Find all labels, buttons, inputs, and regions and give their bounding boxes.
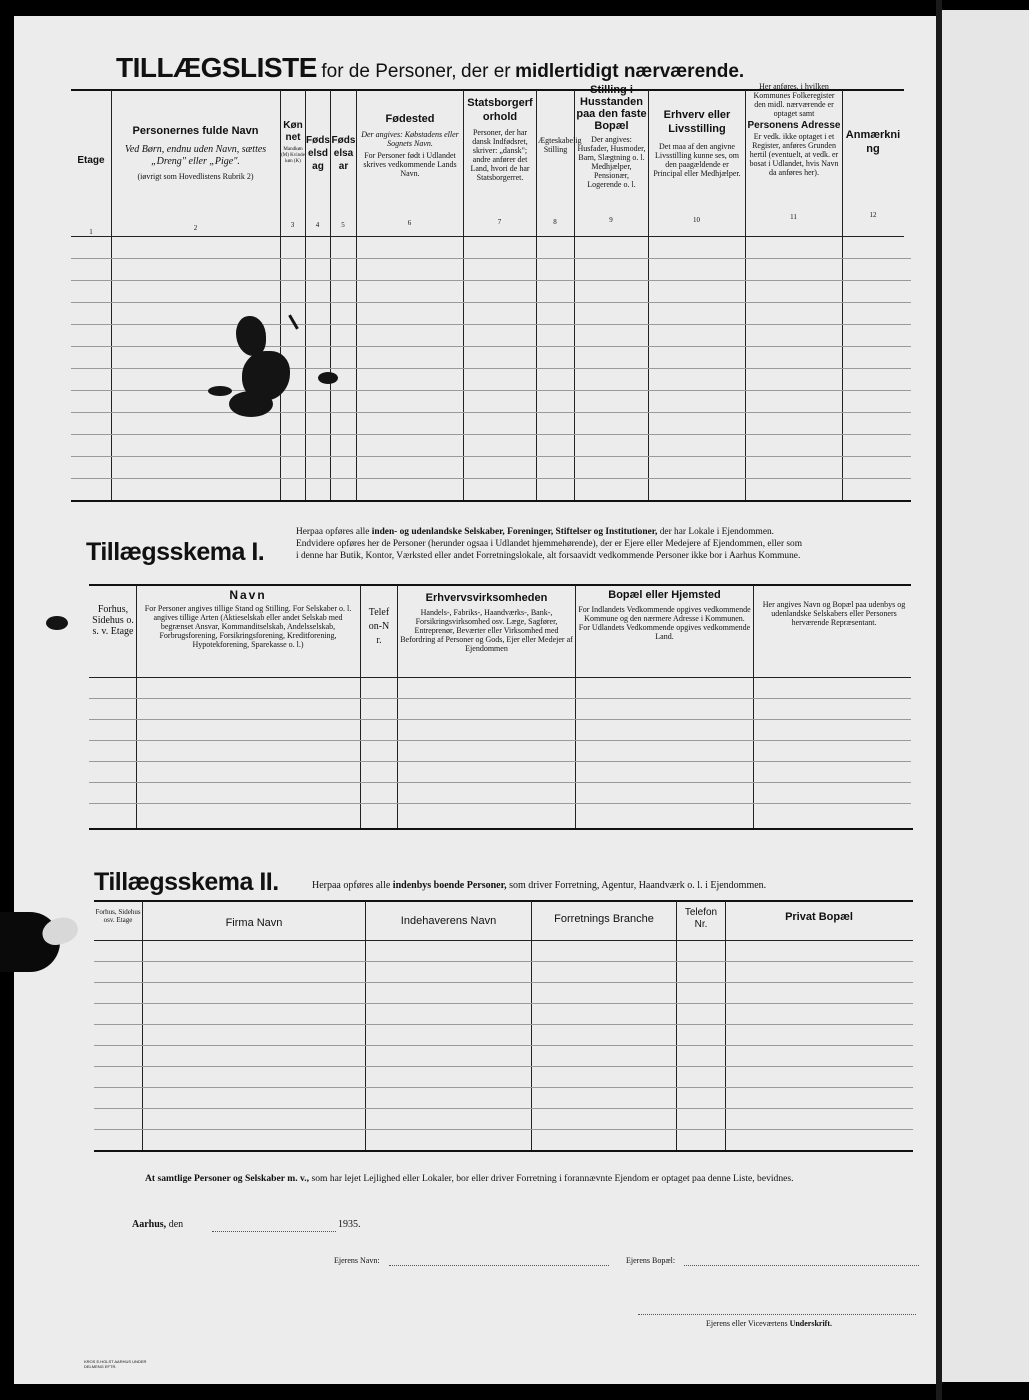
year-label: 1935. <box>338 1219 361 1230</box>
col-number: 10 <box>693 216 700 224</box>
col-address-header: Her anføres, i hvilken Kommunes Folkeregister den midl. nærværende er optaget samt Personens Adresse Er vedk. ikke optaget i et Register, anføres Grunden hertil (eventuelt, at vedk. er bosat i Udlandet, hvis Navn da anføres her). <box>747 82 841 177</box>
owner-address-label: Ejerens Bopæl: <box>626 1256 676 1265</box>
skema1-col-erhverv: Erhvervsvirksomheden Handels-, Fabriks-, Haandværks-, Bank-, Forsikringsvirksomhed osv. Læge, Sagfører, Entreprenør, Beværter eller Virksomhed med Befordring af Personer og Gods, Ejer eller Medejer af Ejendommen <box>400 592 573 653</box>
main-title-bold: midlertidigt nærværende. <box>515 61 745 82</box>
col-remarks-header: Anmærkning <box>845 129 901 155</box>
col-citizenship-header: Statsborgerforhold Personer, der har dansk Indfødsret, skriver: „dansk"; andre anfører det Land, hvori de har Statsborgerret. <box>467 97 533 182</box>
skema1-title: Tillægsskema I. <box>86 538 265 566</box>
owner-name-label: Ejerens Navn: <box>334 1256 380 1265</box>
col-number: 8 <box>553 218 557 226</box>
skema2-col-telefon: Telefon Nr. <box>684 907 718 930</box>
skema2-col-firma: Firma Navn <box>225 917 283 929</box>
date-line: Aarhus, den <box>132 1219 184 1230</box>
col-number: 6 <box>407 219 412 227</box>
col-number: 1 <box>89 228 93 236</box>
col-gender-header: Kønnet Mandkøn (M) Kvindekøn (K) <box>281 120 305 164</box>
col-etage-header: Etage <box>77 155 105 166</box>
col-number: 12 <box>869 211 877 219</box>
main-title-part2: der er <box>461 61 511 82</box>
col-occupation-header: Erhverv eller Livsstilling Det maa af den angivne Livsstilling kunne ses, om den paagældende er Principal eller Medhjælper. <box>653 109 741 178</box>
owner-address-field[interactable] <box>684 1265 919 1266</box>
skema1-col-telefon: Telefon-Nr. <box>368 607 390 646</box>
col-number: 7 <box>497 218 502 226</box>
main-title <box>116 52 744 84</box>
main-title-part1: for de Personer, <box>321 61 457 82</box>
skema1-intro: Herpaa opføres alle inden- og udenlandske Selskaber, Foreninger, Stiftelser og Institutioner, der har Lokale i Ejendommen. Endvidere opføres her de Personer (herunder ogsaa i Udlandet hjemmehørende), der er Ejere eller Medejere af Ejendommen, eller som i denne har Butik, Kontor, Værksted eller andet Forretningslokale, alt forsaavidt vedkommende Personer ikke bor i Aarhus Kommune. <box>296 527 803 561</box>
col-number: 11 <box>790 213 797 221</box>
owner-name-field[interactable] <box>389 1265 609 1266</box>
col-number: 3 <box>290 221 295 229</box>
col-birthyear-header: Fødselsaar <box>331 135 356 172</box>
skema2-col-branche: Forretnings Branche <box>554 913 654 925</box>
ink-blot <box>46 616 68 630</box>
skema2-title: Tillægsskema II. <box>94 868 279 896</box>
col-household-header: Stilling i Husstanden paa den faste Bopæl Der angives: Husfader, Husmoder, Barn, Slægtning o. l. Medhjælper, Pensionær, Logerende o. l. <box>576 84 647 189</box>
skema1-col-navn: Navn For Personer angives tillige Stand og Stilling. For Selskaber o. l. angives tillige Arten (Aktieselskab eller andet Selskab med begrænset Ansvar, Kommanditselskab, Andelsselskab, Forbrugsforening, Forsikringsforening, Kreditforening, Hypotekforening, Sparekasse o. l.) <box>144 588 352 649</box>
skema2-col-etage: Forhus, Sidehus osv. Etage <box>95 908 141 924</box>
skema2-intro: Herpaa opføres alle indenbys boende Personer, som driver Forretning, Agentur, Haandværk o. l. i Ejendommen. <box>312 880 767 891</box>
col-birthday-header: Fødselsdag <box>306 135 330 172</box>
signature-field[interactable] <box>638 1314 916 1315</box>
skema1-col-bopael: Bopæl eller Hjemsted For Indlandets Vedkommende opgives vedkommende Kommune og den nærmere Adresse i Kommunen. For Udlandets Vedkommende opgives vedkommende Land. <box>578 589 751 641</box>
signature-label: Ejerens eller Viceværtens Underskrift. <box>706 1319 833 1328</box>
main-title-big: TILLÆGSLISTE <box>116 52 317 83</box>
col-number: 4 <box>315 221 320 229</box>
attestation-text: At samtlige Personer og Selskaber m. v., som har lejet Lejlighed eller Lokaler, bor eller driver Forretning i forannævnte Ejendom er optaget paa denne Liste, bevidnes. <box>145 1173 794 1184</box>
skema1-col-repraesentant: Her angives Navn og Bopæl paa udenbys og udenlandske Selskabers eller Personers herværende Repræsentant. <box>762 600 906 627</box>
col-number: 2 <box>193 224 198 232</box>
skema2-col-bopael: Privat Bopæl <box>785 911 853 923</box>
col-number: 5 <box>341 221 345 229</box>
form-page <box>14 16 938 1384</box>
adjacent-page-edge <box>942 10 1029 1382</box>
printer-mark: KROS E.HOLST AARHUS UNDER DELMENG EFTR. <box>84 1359 147 1369</box>
date-field[interactable] <box>212 1231 336 1232</box>
col-number: 9 <box>609 216 613 224</box>
col-birthplace-header: Fødested Der angives: Købstadens eller Sognets Navn. For Personer født i Udlandet skrives vedkommende Lands Navn. <box>361 113 459 178</box>
skema2-col-indehaver: Indehaverens Navn <box>400 915 497 927</box>
skema1-col-etage: Forhus, Sidehus o. s. v. Etage <box>92 604 134 637</box>
col-name-header: Personernes fulde Navn Ved Børn, endnu uden Navn, sættes „Dreng" eller „Pige". (iøvrigt som Hovedlistens Rubrik 2) <box>124 125 267 181</box>
col-marital-header: Ægteskabelig Stilling <box>538 136 582 154</box>
